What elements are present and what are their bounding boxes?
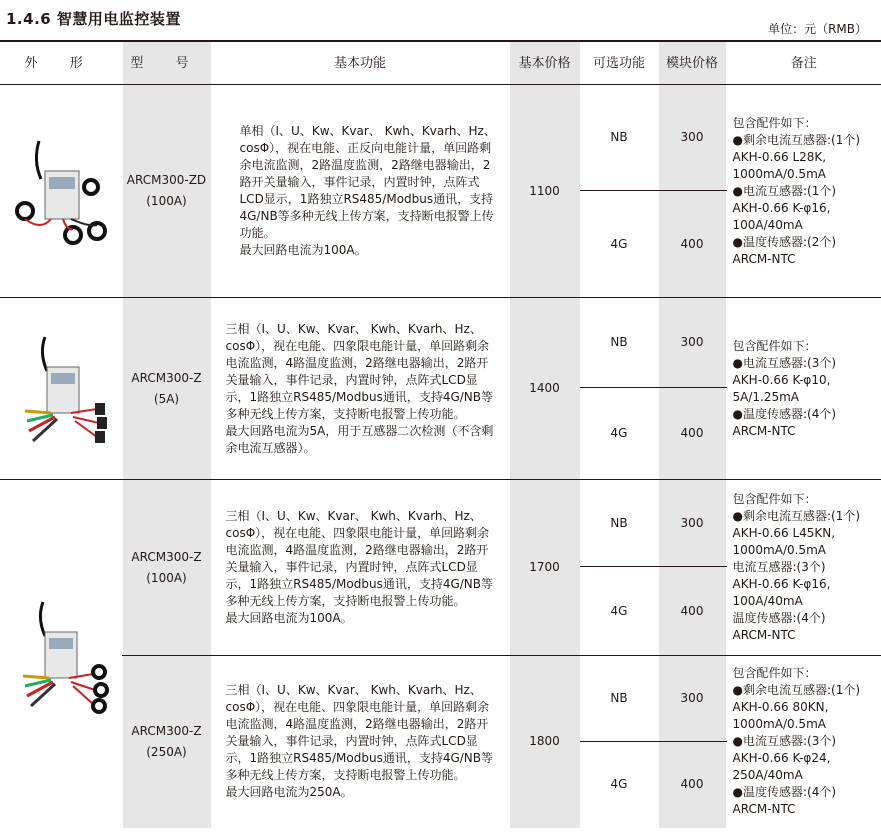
option-price: 300 — [658, 656, 726, 742]
function-cell: 三相（I、U、Kw、Kvar、 Kwh、Kvarh、Hz、cosΦ），视在电能、四象限电能计量，单回路剩余电流监测，4路温度监测，2路继电器输出，2路开关量输入，事件记录，内置时钟，点阵式LCD显示，1路独立RS485/Modbus通讯，支持4G/NB等多种无线上传方案，支持断电报警上传功能。 最大回路电流为250A。 — [211, 656, 509, 828]
header-remarks: 备注 — [726, 42, 881, 85]
price-table — [0, 42, 881, 828]
header-appearance: 外 形 — [0, 42, 122, 85]
function-cell: 三相（I、U、Kw、Kvar、 Kwh、Kvarh、Hz、cosΦ），视在电能、四象限电能计量，单回路剩余电流监测，4路温度监测，2路继电器输出，2路开关量输入，事件记录，内置时钟，点阵式LCD显示，1路独立RS485/Modbus通讯，支持4G/NB等多种无线上传方案，支持断电报警上传功能。 最大回路电流为100A。 — [211, 480, 509, 656]
remarks-cell: 包含配件如下： ●剩余电流互感器:(1个) AKH-0.66 L45KN, 1000mA/0.5mA 电流互感器:(3个) AKH-0.66 K-φ16, 100A/40mA 温度传感器:(4个) ARCM-NTC — [726, 480, 881, 656]
base-price: 1800 — [509, 656, 580, 828]
table-row — [0, 298, 881, 388]
header-model: 型 号 — [122, 42, 211, 85]
header-optional: 可选功能 — [580, 42, 658, 85]
model-rating: (100A) — [146, 570, 187, 585]
section-title: 1.4.6 智慧用电监控装置 — [6, 10, 181, 28]
header-module-price: 模块价格 — [658, 42, 726, 85]
device-image-three-phase — [0, 594, 122, 714]
header-row — [0, 42, 881, 85]
option-price: 400 — [658, 742, 726, 828]
option-name: 4G — [580, 388, 658, 480]
header-base-price: 基本价格 — [509, 42, 580, 85]
model-rating: (5A) — [153, 391, 180, 406]
remarks-cell: 包含配件如下： ●电流互感器:(3个) AKH-0.66 K-φ10, 5A/1.25mA ●温度传感器:(4个) ARCM-NTC — [726, 298, 881, 480]
model-name: ARCM300-Z — [131, 723, 202, 738]
option-name: 4G — [580, 567, 658, 656]
option-name: NB — [580, 85, 658, 191]
option-price: 400 — [658, 567, 726, 656]
device-image-single-phase — [0, 131, 122, 251]
header-function: 基本功能 — [211, 42, 509, 85]
table-row — [0, 656, 881, 742]
model-rating: (100A) — [146, 194, 187, 208]
model-rating: (250A) — [146, 744, 187, 759]
option-price: 300 — [658, 85, 726, 191]
remarks-cell: 包含配件如下： ●剩余电流互感器:(1个) AKH-0.66 L28K, 1000mA/0.5mA ●电流互感器:(1个) AKH-0.66 K-φ16, 100A/40mA ●温度传感器:(2个) ARCM-NTC — [726, 85, 881, 298]
option-name: 4G — [580, 191, 658, 298]
model-name: ARCM300-Z — [131, 370, 202, 385]
model-name: ARCM300-ZD — [126, 173, 207, 187]
table-row — [0, 480, 881, 567]
function-cell: 三相（I、U、Kw、Kvar、 Kwh、Kvarh、Hz、cosΦ），视在电能、四象限电能计量，单回路剩余电流监测，4路温度监测，2路继电器输出，2路开关量输入，事件记录，内置时钟，点阵式LCD显示，1路独立RS485/Modbus通讯，支持4G/NB等多种无线上传方案，支持断电报警上传功能。 最大回路电流为5A，用于互感器二次检测（不含剩余电流互感器）。 — [211, 298, 509, 480]
remarks-cell: 包含配件如下： ●剩余电流互感器:(1个) AKH-0.66 80KN, 1000mA/0.5mA ●电流互感器:(3个) AKH-0.66 K-φ24, 250A/40mA ●温度传感器:(4个) ARCM-NTC — [726, 656, 881, 828]
appearance-cell — [0, 85, 122, 298]
option-price: 300 — [658, 480, 726, 567]
option-price: 400 — [658, 388, 726, 480]
model-cell — [122, 298, 211, 480]
base-price: 1400 — [509, 298, 580, 480]
option-price: 300 — [658, 298, 726, 388]
model-cell — [122, 656, 211, 828]
base-price: 1100 — [509, 85, 580, 298]
option-name: NB — [580, 298, 658, 388]
function-cell: 单相（I、U、Kw、Kvar、 Kwh、Kvarh、Hz、cosΦ），视在电能、正反向电能计量，单回路剩余电流监测，2路温度监测，2路继电器输出，2路开关量输入，事件记录，内置时钟，点阵式LCD显示，1路独立RS485/Modbus通讯，支持4G/NB等多种无线上传方案，支持断电报警上传功能。 最大回路电流为100A。 — [211, 85, 509, 298]
base-price: 1700 — [509, 480, 580, 656]
option-name: NB — [580, 480, 658, 567]
unit-label: 单位：元（RMB） — [768, 22, 867, 36]
device-image-three-phase-5a — [0, 329, 122, 449]
model-cell — [122, 85, 211, 298]
appearance-cell — [0, 298, 122, 480]
table-row — [0, 85, 881, 191]
appearance-cell — [0, 480, 122, 828]
model-name: ARCM300-Z — [131, 549, 202, 564]
model-cell — [122, 480, 211, 656]
option-name: 4G — [580, 742, 658, 828]
option-name: NB — [580, 656, 658, 742]
option-price: 400 — [658, 191, 726, 298]
